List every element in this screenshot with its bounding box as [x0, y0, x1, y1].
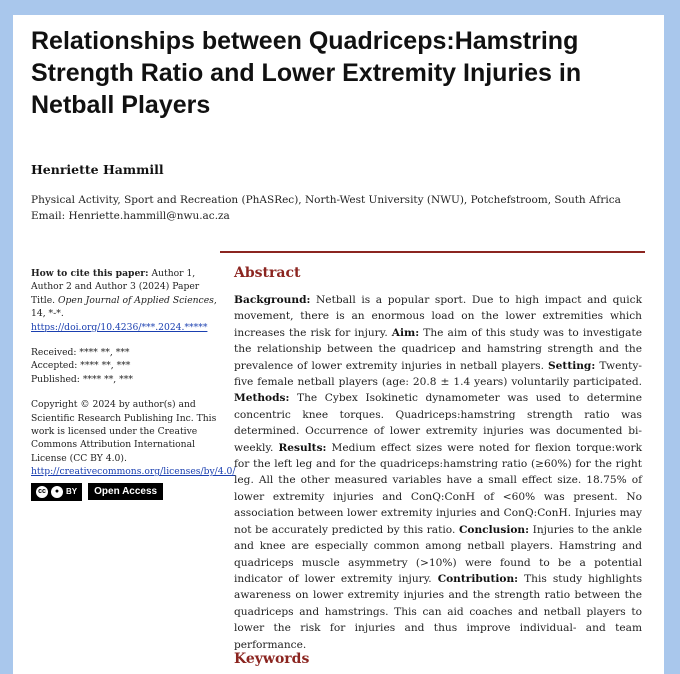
methods-label: Methods:: [234, 392, 290, 405]
paper-page: [13, 15, 664, 674]
background-text: Netball is a popular sport. Due to high impact and quick movement, there is an enormous load on the lower extremities which increases the risk for injury.: [234, 294, 642, 339]
keywords-heading: Keywords: [234, 651, 310, 667]
affiliation-block: [31, 192, 651, 224]
cite-tail: , 14, *-*.: [31, 294, 217, 320]
license-badges: [31, 483, 221, 501]
creative-commons-icon: cc: [36, 486, 48, 498]
article-sidebar: [31, 267, 236, 501]
open-access-badge[interactable]: Open Access: [88, 483, 163, 500]
affiliation: Physical Activity, Sport and Recreation (PhASRec), North-West University (NWU), Potchefstroom, South Africa: [31, 194, 621, 206]
background-label: Background:: [234, 294, 311, 306]
abstract-body: [234, 292, 642, 653]
copyright-notice: Copyright © 2024 by author(s) and Scientific Research Publishing Inc. This work is licensed under the Creative Commons Attribution International License (CC BY 4.0).: [31, 399, 217, 464]
email: Email: Henriette.hammill@nwu.ac.za: [31, 210, 230, 222]
published-date: Published: **** **, ***: [31, 373, 133, 385]
cite-journal: Open Journal of Applied Sciences: [57, 294, 214, 306]
received-date: Received: **** **, ***: [31, 347, 130, 359]
license-link[interactable]: http://creativecommons.org/licenses/by/4.0/: [31, 466, 236, 478]
setting-label: Setting:: [548, 359, 596, 372]
results-text: Medium effect sizes were noted for flexion torque:work for the left leg and for the quadriceps:hamstring ratio (≥60%) for the right leg. All the other measured variables have a small effect size. 18.75% of lower extremity injuries and ConQ:ConH of <60% was present. No association between lower extremity injuries and ConQ:ConH. Injuries may not be accurately predicted by this ratio.: [234, 441, 643, 536]
cite-label: How to cite this paper:: [31, 268, 149, 279]
abstract-heading: Abstract: [234, 265, 301, 281]
conclusion-text: Injuries to the ankle and knee are especially common among netball players. Hamstring and quadriceps muscle asymmetry (>10%) were found to be a potential indicator of lower extremity injury.: [234, 523, 643, 585]
contribution-text: This study highlights awareness on lower extremity injuries and the strength ratio between the quadriceps and hamstrings. This can aid coaches and netball players to lower the risk for injuries and thus improve individual- and team performance.: [234, 572, 643, 651]
results-label: Results:: [278, 441, 327, 454]
cc-by-label: BY: [66, 486, 78, 496]
aim-label: Aim:: [391, 326, 420, 339]
conclusion-label: Conclusion:: [458, 523, 530, 536]
setting-text: Twenty-five female netball players (age: 20.8 ± 1.4 years) voluntarily participated.: [234, 359, 642, 389]
section-divider: [220, 251, 645, 253]
aim-text: The aim of this study was to investigate the relationship between the quadricep and hamstring strength and the prevalence of lower extremity injuries in netball players.: [234, 326, 642, 372]
attribution-icon: ●: [51, 486, 63, 498]
doi-link[interactable]: https://doi.org/10.4236/***.2024.*****: [31, 321, 208, 333]
author-name: Henriette Hammill: [31, 162, 164, 177]
citation: [31, 267, 221, 321]
cc-by-badge[interactable]: [31, 483, 82, 501]
cite-text: Author 1, Author 2 and Author 3 (2024) Paper Title.: [31, 268, 200, 306]
accepted-date: Accepted: **** **, ***: [31, 360, 131, 372]
contribution-label: Contribution:: [437, 572, 519, 585]
methods-text: The Cybex Isokinetic dynamometer was used to determine concentric knee torques. Quadriceps:hamstring strength ratio was determined. Occurrence of lower extremity injuries was documented bi-weekly.: [234, 392, 642, 454]
paper-title: Relationships between Quadriceps:Hamstring Strength Ratio and Lower Extremity Injuries in Netball Players: [31, 27, 582, 119]
